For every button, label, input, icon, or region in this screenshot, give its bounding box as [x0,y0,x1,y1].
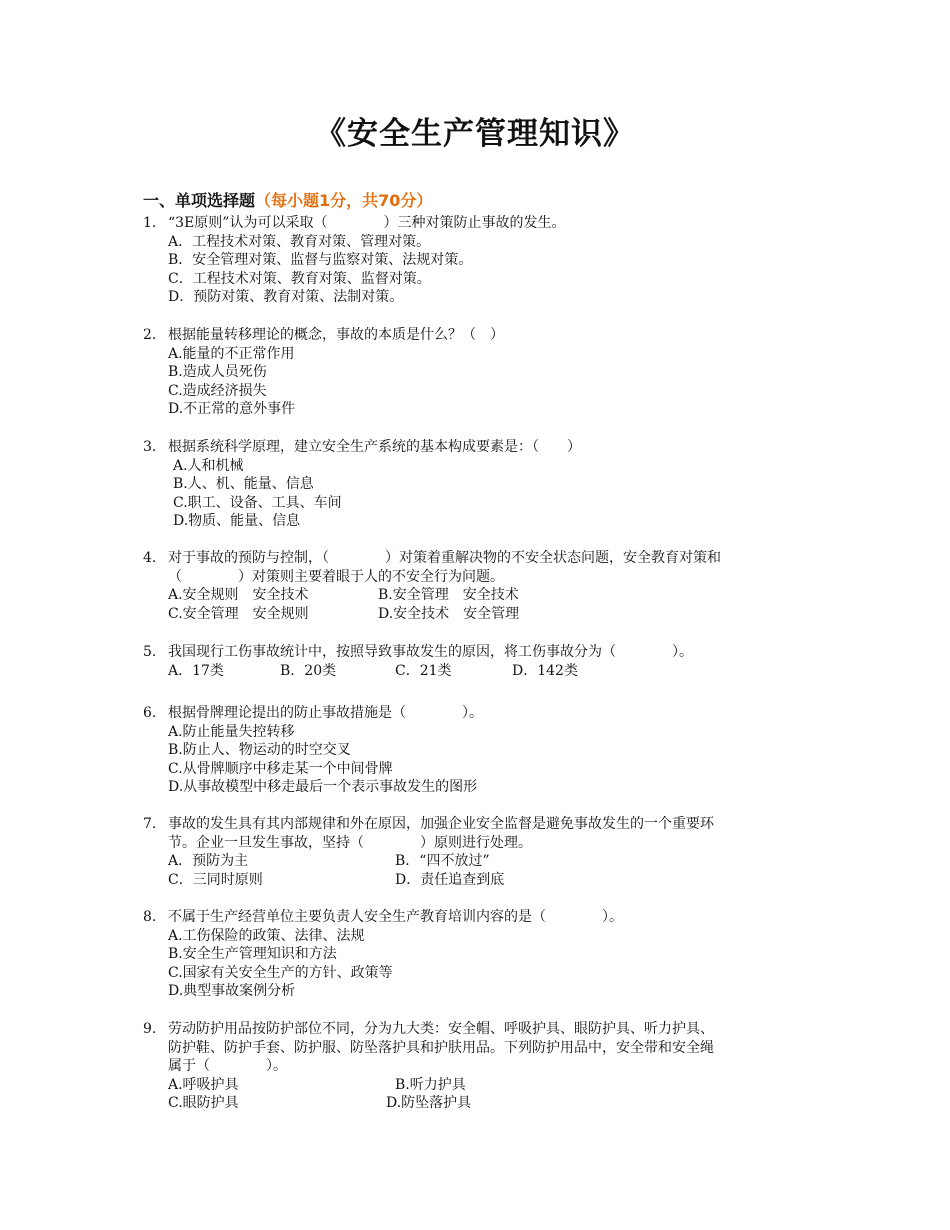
option-d: D．142类 [512,662,578,679]
option-d: D．预防对策、教育对策、法制对策。 [168,289,404,305]
question-stem [143,704,813,723]
question-stem [143,908,813,927]
option-b: B．安全管理对策、监督与监察对策、法规对策。 [168,252,473,268]
section-heading [143,191,432,211]
option-c: C．工程技术对策、教育对策、监督对策。 [168,270,431,287]
question-6 [143,704,813,797]
question-number: 5. [143,644,157,660]
question-text-line-2: 防护鞋、防护手套、防护服、防坠落护具和护肤用品。下列防护用品中，安全带和安全绳 [168,1039,714,1056]
question-1 [143,214,813,307]
question-number: 1. [143,215,157,231]
option-a: A．工程技术对策、教育对策、管理对策。 [168,233,431,250]
question-number: 6. [143,705,157,721]
question-3 [143,438,813,531]
option-d: D.典型事故案例分析 [168,983,296,999]
option-a: A.能量的不正常作用 [168,345,295,362]
option-a: A.防止能量失控转移 [168,723,295,740]
option-c: C.眼防护具 [168,1095,239,1111]
option-row [168,586,813,605]
question-number: 2. [143,327,157,343]
question-text: 根据系统科学原理，建立安全生产系统的基本构成要素是：（ ） [168,439,581,455]
question-stem [143,643,813,662]
option-b: B．“四不放过” [395,853,490,869]
question-8 [143,908,813,1001]
question-stem [143,1020,813,1076]
option-d: D.不正常的意外事件 [168,401,296,417]
option-a: A．17类 [168,662,224,679]
option-b: B．20类 [280,662,337,679]
option-c: C.职工、设备、工具、车间 [173,494,342,511]
options [143,345,813,419]
option-d: D.物质、能量、信息 [173,513,301,529]
question-9 [143,1020,813,1113]
question-stem [143,438,813,457]
question-text: 我国现行工伤事故统计中，按照导致事故发生的原因，将工伤事故分为（ ）。 [168,644,693,660]
option-row [168,605,813,624]
question-5 [143,643,813,680]
options [143,927,813,1001]
section-score-note: （每小题1分，共70分） [255,191,433,210]
question-text: 根据骨牌理论提出的防止事故措施是（ ）。 [168,705,483,721]
question-number: 9. [143,1021,157,1037]
question-text: 不属于生产经营单位主要负责人安全生产教育培训内容的是（ ）。 [168,909,623,925]
options [143,723,813,797]
question-4 [143,549,813,623]
question-text-line-1: 劳动防护用品按防护部位不同，分为九大类：安全帽、呼吸护具、眼防护具、听力护具、 [168,1021,714,1037]
option-c: C．三同时原则 [168,871,263,888]
option-b: B.造成人员死伤 [168,364,267,380]
option-row [168,871,813,890]
option-a: A.人和机械 [173,457,244,474]
options [143,586,813,623]
question-number: 7. [143,816,157,832]
section-heading-text: 一、单项选择题 [143,191,256,210]
question-text-line-1: 事故的发生具有其内部规律和外在原因，加强企业安全监督是避免事故发生的一个重要环 [168,816,714,832]
option-c: C.安全管理 安全规则 [168,605,309,622]
option-c: C.国家有关安全生产的方针、政策等 [168,964,393,981]
option-c: C．21类 [395,662,452,679]
question-number: 3. [143,439,157,455]
option-b: B.防止人、物运动的时空交叉 [168,742,351,758]
option-c: C.造成经济损失 [168,382,267,399]
question-7 [143,815,813,889]
options [143,1076,813,1113]
option-a: A.工伤保险的政策、法律、法规 [168,927,365,944]
question-text-line-1: 对于事故的预防与控制，（ ）对策着重解决物的不安全状态问题，安全教育对策和 [168,550,721,566]
option-d: D.从事故模型中移走最后一个表示事故发生的图形 [168,779,478,795]
document-title: 《安全生产管理知识》 [315,116,635,152]
option-a: A.安全规则 安全技术 [168,587,309,603]
question-text-line-2: （ ）对策则主要着眼于人的不安全行为问题。 [168,568,504,585]
question-2 [143,326,813,419]
options [143,852,813,889]
option-a: A.呼吸护具 [168,1076,239,1093]
option-b: B.听力护具 [395,1076,466,1093]
question-number: 8. [143,909,157,925]
options [143,457,813,531]
option-c: C.从骨牌顺序中移走某一个中间骨牌 [168,760,393,777]
question-stem [143,549,813,586]
option-row [168,1094,813,1113]
option-b: B.安全生产管理知识和方法 [168,946,337,962]
question-text-line-2: 节。企业一旦发生事故，坚持（ ）原则进行处理。 [168,834,532,851]
option-d: D．责任追查到底 [395,871,505,888]
question-number: 4. [143,550,157,566]
question-text: “3E原则”认为可以采取（ ）三种对策防止事故的发生。 [168,215,566,231]
option-row [168,852,813,871]
option-b: B.安全管理 安全技术 [378,587,519,603]
option-d: D.防坠落护具 [386,1095,472,1111]
option-b: B.人、机、能量、信息 [173,476,314,492]
options [143,233,813,307]
question-stem [143,214,813,233]
option-row [168,1076,813,1095]
option-a: A．预防为主 [168,853,249,869]
question-stem [143,326,813,345]
options [143,662,813,681]
option-d: D.安全技术 安全管理 [378,605,520,622]
question-text-line-3: 属于（ ）。 [168,1058,287,1074]
question-text: 根据能量转移理论的概念，事故的本质是什么？（ ） [168,327,504,343]
question-stem [143,815,813,852]
option-row [168,662,813,681]
